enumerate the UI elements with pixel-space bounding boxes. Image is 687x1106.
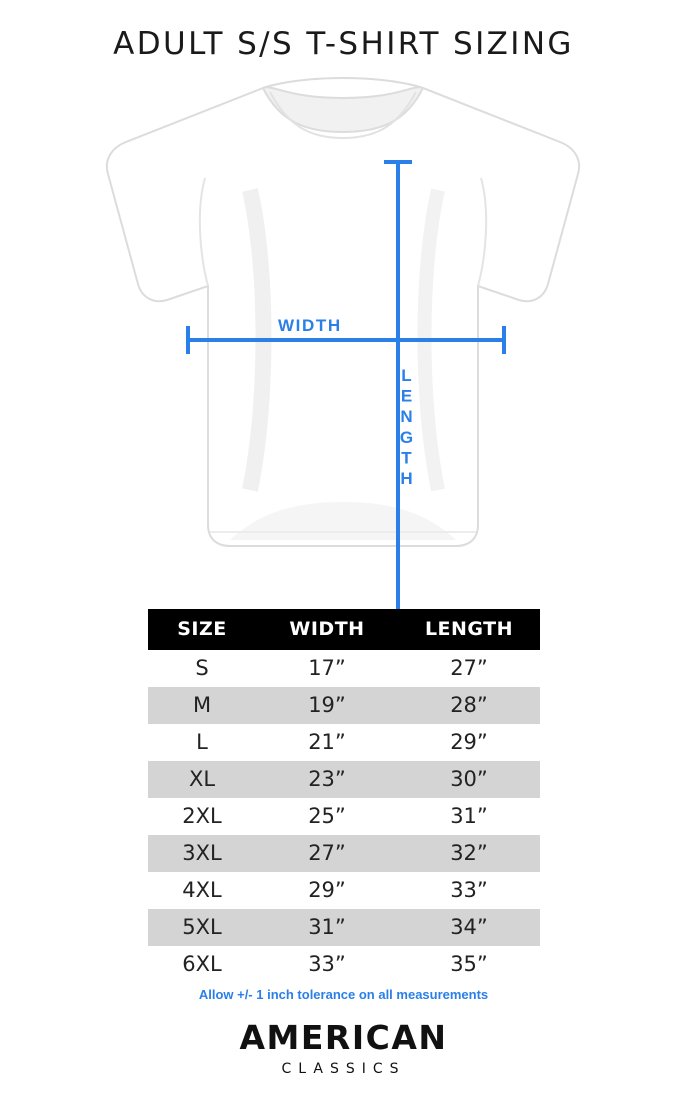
cell-length: 30” — [398, 761, 540, 798]
table-row — [148, 798, 540, 835]
cell-width: 29” — [256, 872, 398, 909]
cell-width: 17” — [256, 650, 398, 687]
cell-length: 33” — [398, 872, 540, 909]
table-row — [148, 835, 540, 872]
length-label: LENGTH — [397, 366, 416, 490]
cell-length: 28” — [398, 687, 540, 724]
tolerance-note: Allow +/- 1 inch tolerance on all measurements — [198, 987, 489, 1002]
column-header-length: LENGTH — [398, 609, 540, 650]
cell-size: M — [148, 687, 256, 724]
table-row — [148, 872, 540, 909]
table-row — [148, 946, 540, 983]
shirt-diagram — [0, 70, 687, 570]
cell-length: 35” — [398, 946, 540, 983]
cell-size: S — [148, 650, 256, 687]
length-measurement-cap-top — [384, 160, 412, 164]
table-row — [148, 761, 540, 798]
page-title: ADULT S/S T-SHIRT SIZING — [113, 26, 574, 62]
cell-width: 31” — [256, 909, 398, 946]
cell-length: 29” — [398, 724, 540, 761]
cell-size: L — [148, 724, 256, 761]
cell-width: 21” — [256, 724, 398, 761]
table-row — [148, 909, 540, 946]
t-shirt-illustration — [0, 70, 687, 570]
width-label: WIDTH — [278, 316, 342, 335]
brand-subtitle: CLASSICS — [281, 1061, 406, 1077]
cell-width: 33” — [256, 946, 398, 983]
table-row — [148, 687, 540, 724]
brand-logo — [0, 1018, 687, 1077]
cell-size: 2XL — [148, 798, 256, 835]
cell-length: 34” — [398, 909, 540, 946]
column-header-width: WIDTH — [256, 609, 398, 650]
table-header-row — [148, 609, 540, 650]
cell-width: 19” — [256, 687, 398, 724]
cell-length: 31” — [398, 798, 540, 835]
table-row — [148, 650, 540, 687]
width-measurement-line — [186, 338, 506, 342]
cell-size: 6XL — [148, 946, 256, 983]
cell-size: 5XL — [148, 909, 256, 946]
column-header-size: SIZE — [148, 609, 256, 650]
cell-size: 3XL — [148, 835, 256, 872]
cell-width: 23” — [256, 761, 398, 798]
cell-length: 32” — [398, 835, 540, 872]
cell-length: 27” — [398, 650, 540, 687]
width-measurement-cap-right — [502, 326, 506, 354]
width-measurement-cap-left — [186, 326, 190, 354]
brand-name: AMERICAN — [239, 1018, 448, 1057]
cell-size: XL — [148, 761, 256, 798]
cell-width: 27” — [256, 835, 398, 872]
table-row — [148, 724, 540, 761]
size-chart-table — [148, 609, 540, 983]
cell-width: 25” — [256, 798, 398, 835]
cell-size: 4XL — [148, 872, 256, 909]
